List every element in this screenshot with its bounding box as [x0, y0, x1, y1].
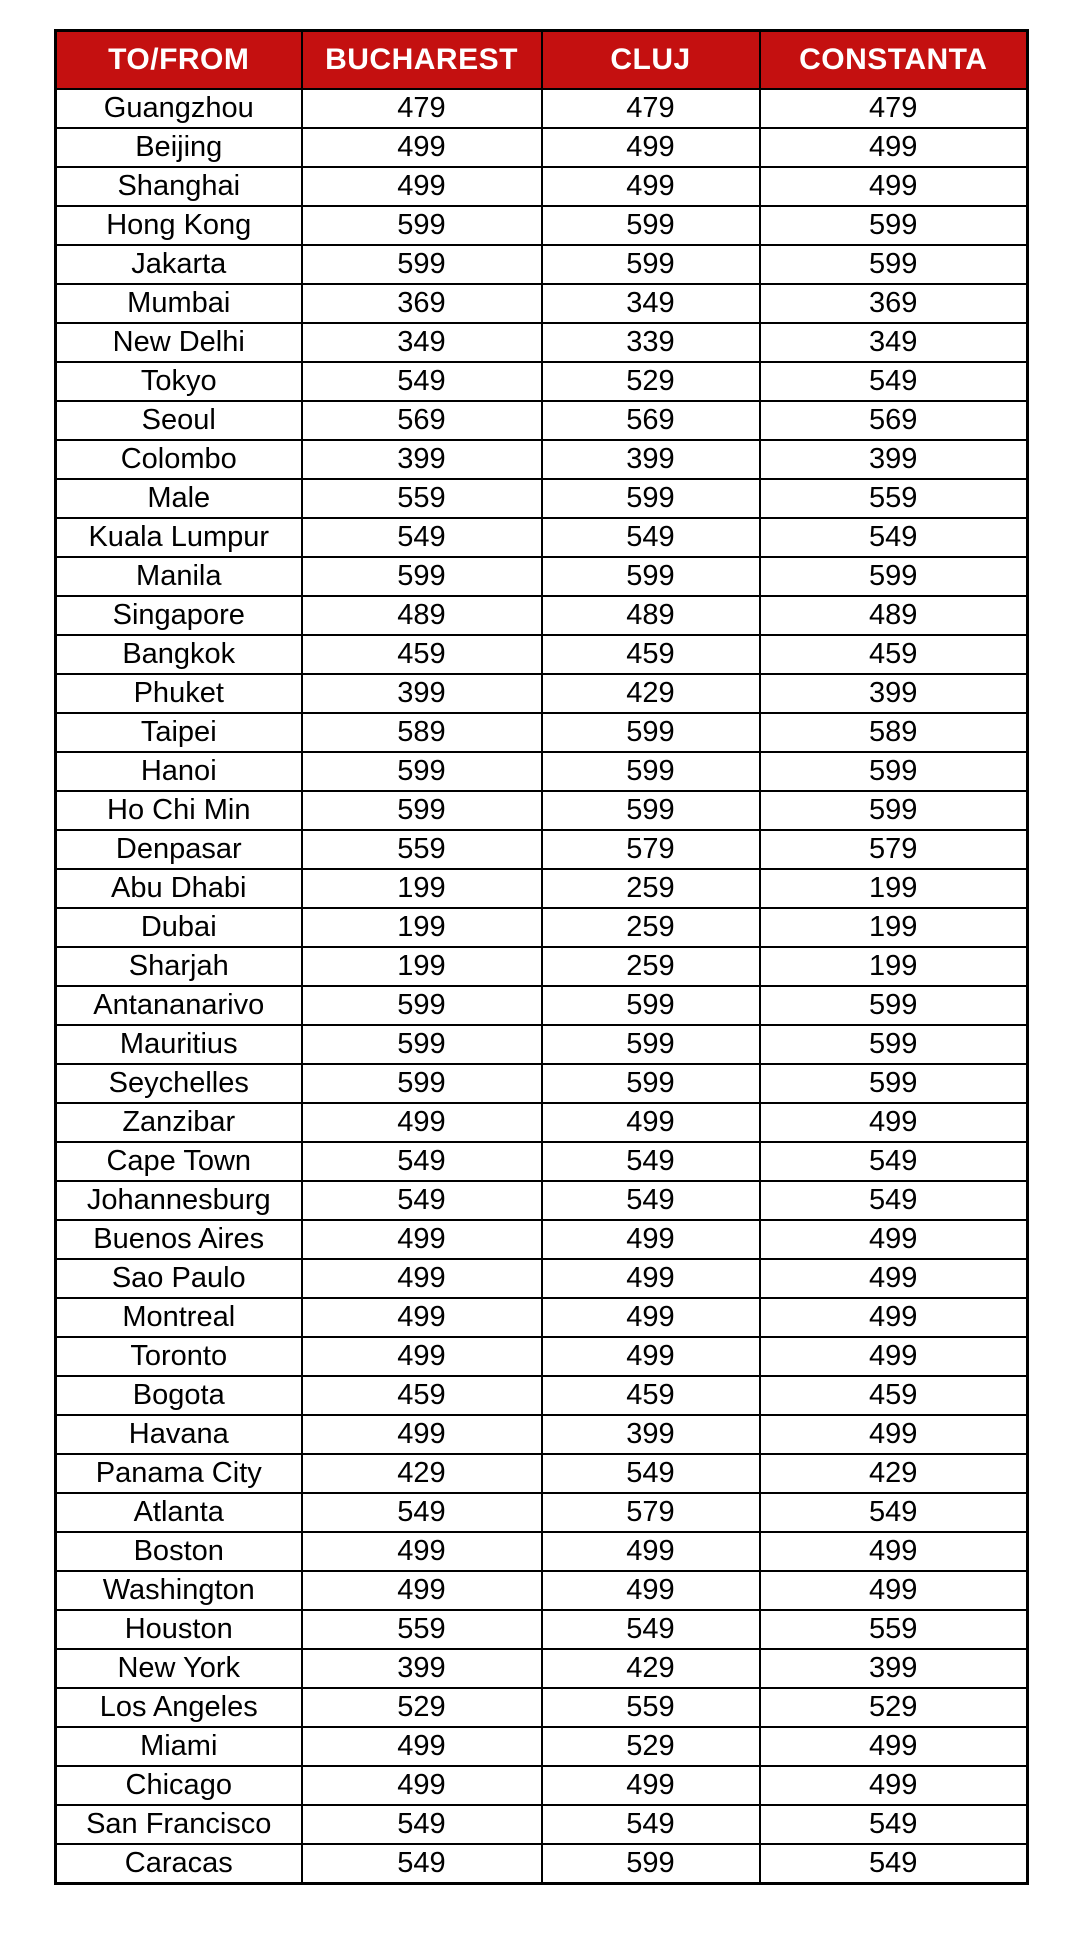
table-row [56, 1610, 1028, 1649]
price-cell-cluj: 559 [542, 1688, 760, 1727]
city-cell: Denpasar [56, 830, 302, 869]
table-row [56, 1844, 1028, 1884]
price-cell-cluj: 599 [542, 206, 760, 245]
price-cell-bucharest: 549 [302, 1844, 542, 1884]
price-cell-cluj: 599 [542, 1844, 760, 1884]
table-row [56, 1337, 1028, 1376]
price-cell-cluj: 259 [542, 869, 760, 908]
city-cell: Jakarta [56, 245, 302, 284]
price-cell-constanta: 569 [760, 401, 1028, 440]
price-cell-bucharest: 599 [302, 752, 542, 791]
city-cell: Abu Dhabi [56, 869, 302, 908]
city-cell: Manila [56, 557, 302, 596]
table-row [56, 128, 1028, 167]
price-cell-bucharest: 549 [302, 1181, 542, 1220]
price-cell-cluj: 259 [542, 947, 760, 986]
price-cell-constanta: 599 [760, 791, 1028, 830]
price-cell-bucharest: 599 [302, 986, 542, 1025]
price-cell-cluj: 579 [542, 1493, 760, 1532]
price-cell-constanta: 499 [760, 1727, 1028, 1766]
price-cell-bucharest: 589 [302, 713, 542, 752]
price-cell-cluj: 579 [542, 830, 760, 869]
city-cell: Chicago [56, 1766, 302, 1805]
price-cell-cluj: 489 [542, 596, 760, 635]
price-cell-constanta: 429 [760, 1454, 1028, 1493]
price-cell-constanta: 349 [760, 323, 1028, 362]
city-cell: Zanzibar [56, 1103, 302, 1142]
price-cell-cluj: 259 [542, 908, 760, 947]
price-cell-cluj: 599 [542, 245, 760, 284]
table-row [56, 674, 1028, 713]
city-cell: Taipei [56, 713, 302, 752]
table-row [56, 284, 1028, 323]
price-cell-constanta: 479 [760, 89, 1028, 128]
price-cell-bucharest: 549 [302, 1493, 542, 1532]
price-cell-bucharest: 549 [302, 1142, 542, 1181]
city-cell: Hanoi [56, 752, 302, 791]
table-row [56, 1454, 1028, 1493]
city-cell: Montreal [56, 1298, 302, 1337]
price-cell-bucharest: 559 [302, 830, 542, 869]
price-cell-cluj: 499 [542, 167, 760, 206]
price-cell-constanta: 579 [760, 830, 1028, 869]
price-cell-bucharest: 399 [302, 1649, 542, 1688]
price-cell-cluj: 599 [542, 1025, 760, 1064]
price-cell-constanta: 599 [760, 986, 1028, 1025]
header-cell-constanta: CONSTANTA [760, 31, 1028, 90]
price-cell-constanta: 589 [760, 713, 1028, 752]
table-row [56, 1766, 1028, 1805]
price-cell-constanta: 599 [760, 206, 1028, 245]
city-cell: Phuket [56, 674, 302, 713]
price-cell-bucharest: 499 [302, 1259, 542, 1298]
price-cell-bucharest: 499 [302, 1220, 542, 1259]
price-cell-bucharest: 599 [302, 206, 542, 245]
price-cell-constanta: 199 [760, 947, 1028, 986]
price-cell-cluj: 549 [542, 1610, 760, 1649]
header-cell-cluj: CLUJ [542, 31, 760, 90]
price-cell-bucharest: 549 [302, 362, 542, 401]
price-cell-bucharest: 599 [302, 791, 542, 830]
city-cell: New Delhi [56, 323, 302, 362]
table-row [56, 1805, 1028, 1844]
header-row [56, 31, 1028, 90]
city-cell: Mauritius [56, 1025, 302, 1064]
price-cell-bucharest: 349 [302, 323, 542, 362]
price-cell-constanta: 399 [760, 1649, 1028, 1688]
price-cell-constanta: 599 [760, 557, 1028, 596]
price-cell-cluj: 599 [542, 713, 760, 752]
table-row [56, 1025, 1028, 1064]
table-row [56, 1571, 1028, 1610]
table-row [56, 1415, 1028, 1454]
city-cell: Toronto [56, 1337, 302, 1376]
table-row [56, 947, 1028, 986]
city-cell: Houston [56, 1610, 302, 1649]
city-cell: Ho Chi Min [56, 791, 302, 830]
table-row [56, 1649, 1028, 1688]
table-row [56, 1532, 1028, 1571]
price-cell-cluj: 549 [542, 1181, 760, 1220]
price-cell-constanta: 599 [760, 752, 1028, 791]
table-row [56, 1220, 1028, 1259]
city-cell: Panama City [56, 1454, 302, 1493]
city-cell: Atlanta [56, 1493, 302, 1532]
price-cell-bucharest: 459 [302, 635, 542, 674]
city-cell: Sharjah [56, 947, 302, 986]
table-row [56, 869, 1028, 908]
price-cell-bucharest: 399 [302, 440, 542, 479]
city-cell: Los Angeles [56, 1688, 302, 1727]
table-row [56, 1181, 1028, 1220]
price-cell-bucharest: 499 [302, 1571, 542, 1610]
city-cell: Mumbai [56, 284, 302, 323]
table-row [56, 167, 1028, 206]
price-cell-cluj: 549 [542, 1805, 760, 1844]
header-cell-bucharest: BUCHAREST [302, 31, 542, 90]
table-row [56, 557, 1028, 596]
table-row [56, 830, 1028, 869]
city-cell: Havana [56, 1415, 302, 1454]
price-cell-constanta: 459 [760, 635, 1028, 674]
city-cell: Tokyo [56, 362, 302, 401]
table-row [56, 635, 1028, 674]
price-cell-bucharest: 529 [302, 1688, 542, 1727]
price-cell-bucharest: 599 [302, 1064, 542, 1103]
city-cell: San Francisco [56, 1805, 302, 1844]
price-cell-cluj: 499 [542, 1337, 760, 1376]
price-cell-cluj: 599 [542, 986, 760, 1025]
price-cell-constanta: 499 [760, 1766, 1028, 1805]
price-cell-constanta: 199 [760, 908, 1028, 947]
fare-table-body [56, 89, 1028, 1884]
price-cell-cluj: 549 [542, 1454, 760, 1493]
table-row [56, 1688, 1028, 1727]
table-row [56, 1142, 1028, 1181]
price-cell-constanta: 499 [760, 1571, 1028, 1610]
table-row [56, 1727, 1028, 1766]
price-cell-bucharest: 429 [302, 1454, 542, 1493]
price-cell-constanta: 199 [760, 869, 1028, 908]
table-row [56, 1103, 1028, 1142]
price-cell-cluj: 429 [542, 1649, 760, 1688]
city-cell: Bangkok [56, 635, 302, 674]
price-cell-bucharest: 569 [302, 401, 542, 440]
price-cell-bucharest: 559 [302, 479, 542, 518]
price-cell-cluj: 459 [542, 1376, 760, 1415]
price-cell-bucharest: 199 [302, 869, 542, 908]
city-cell: New York [56, 1649, 302, 1688]
price-cell-cluj: 399 [542, 440, 760, 479]
table-row [56, 1298, 1028, 1337]
table-row [56, 323, 1028, 362]
price-cell-constanta: 499 [760, 1220, 1028, 1259]
price-cell-bucharest: 499 [302, 1766, 542, 1805]
city-cell: Beijing [56, 128, 302, 167]
price-cell-constanta: 399 [760, 440, 1028, 479]
price-cell-constanta: 549 [760, 518, 1028, 557]
table-row [56, 401, 1028, 440]
city-cell: Kuala Lumpur [56, 518, 302, 557]
table-row [56, 362, 1028, 401]
price-cell-constanta: 549 [760, 1493, 1028, 1532]
city-cell: Caracas [56, 1844, 302, 1884]
price-cell-bucharest: 499 [302, 1103, 542, 1142]
header-cell-to-from: TO/FROM [56, 31, 302, 90]
price-cell-cluj: 529 [542, 362, 760, 401]
city-cell: Hong Kong [56, 206, 302, 245]
city-cell: Johannesburg [56, 1181, 302, 1220]
price-cell-bucharest: 599 [302, 1025, 542, 1064]
price-cell-cluj: 399 [542, 1415, 760, 1454]
price-cell-constanta: 529 [760, 1688, 1028, 1727]
price-cell-constanta: 499 [760, 1259, 1028, 1298]
price-cell-constanta: 499 [760, 167, 1028, 206]
price-cell-bucharest: 499 [302, 167, 542, 206]
price-cell-cluj: 569 [542, 401, 760, 440]
price-cell-constanta: 499 [760, 1103, 1028, 1142]
price-cell-bucharest: 549 [302, 518, 542, 557]
price-cell-bucharest: 369 [302, 284, 542, 323]
price-cell-cluj: 499 [542, 1259, 760, 1298]
price-cell-cluj: 499 [542, 128, 760, 167]
table-row [56, 206, 1028, 245]
price-cell-constanta: 599 [760, 1064, 1028, 1103]
fare-table-header [56, 31, 1028, 90]
price-cell-bucharest: 199 [302, 908, 542, 947]
fare-table [54, 29, 1029, 1885]
table-row [56, 518, 1028, 557]
price-cell-constanta: 369 [760, 284, 1028, 323]
table-row [56, 713, 1028, 752]
table-row [56, 245, 1028, 284]
price-cell-cluj: 479 [542, 89, 760, 128]
price-cell-cluj: 339 [542, 323, 760, 362]
price-cell-constanta: 559 [760, 1610, 1028, 1649]
city-cell: Seychelles [56, 1064, 302, 1103]
table-row [56, 1064, 1028, 1103]
price-cell-cluj: 499 [542, 1298, 760, 1337]
price-cell-cluj: 599 [542, 791, 760, 830]
price-cell-cluj: 499 [542, 1532, 760, 1571]
city-cell: Boston [56, 1532, 302, 1571]
price-cell-cluj: 459 [542, 635, 760, 674]
table-row [56, 986, 1028, 1025]
price-cell-constanta: 599 [760, 1025, 1028, 1064]
price-cell-constanta: 549 [760, 1142, 1028, 1181]
price-cell-constanta: 549 [760, 1805, 1028, 1844]
price-cell-constanta: 599 [760, 245, 1028, 284]
price-cell-constanta: 499 [760, 1337, 1028, 1376]
price-cell-constanta: 459 [760, 1376, 1028, 1415]
table-row [56, 752, 1028, 791]
price-cell-cluj: 499 [542, 1220, 760, 1259]
price-cell-cluj: 549 [542, 1142, 760, 1181]
city-cell: Shanghai [56, 167, 302, 206]
city-cell: Antananarivo [56, 986, 302, 1025]
price-cell-bucharest: 599 [302, 245, 542, 284]
city-cell: Miami [56, 1727, 302, 1766]
city-cell: Cape Town [56, 1142, 302, 1181]
table-row [56, 1376, 1028, 1415]
price-cell-constanta: 499 [760, 128, 1028, 167]
price-cell-constanta: 499 [760, 1532, 1028, 1571]
city-cell: Bogota [56, 1376, 302, 1415]
price-cell-bucharest: 559 [302, 1610, 542, 1649]
table-row [56, 908, 1028, 947]
city-cell: Colombo [56, 440, 302, 479]
table-row [56, 479, 1028, 518]
price-cell-cluj: 499 [542, 1103, 760, 1142]
price-cell-cluj: 499 [542, 1766, 760, 1805]
price-cell-bucharest: 199 [302, 947, 542, 986]
price-cell-bucharest: 599 [302, 557, 542, 596]
city-cell: Sao Paulo [56, 1259, 302, 1298]
price-cell-bucharest: 499 [302, 1415, 542, 1454]
price-cell-constanta: 549 [760, 362, 1028, 401]
price-cell-cluj: 599 [542, 1064, 760, 1103]
price-cell-cluj: 599 [542, 752, 760, 791]
price-cell-cluj: 499 [542, 1571, 760, 1610]
city-cell: Seoul [56, 401, 302, 440]
table-row [56, 791, 1028, 830]
price-cell-bucharest: 489 [302, 596, 542, 635]
table-row [56, 440, 1028, 479]
city-cell: Buenos Aires [56, 1220, 302, 1259]
price-cell-constanta: 559 [760, 479, 1028, 518]
price-cell-cluj: 349 [542, 284, 760, 323]
table-row [56, 89, 1028, 128]
price-cell-cluj: 599 [542, 479, 760, 518]
price-cell-bucharest: 399 [302, 674, 542, 713]
price-cell-cluj: 599 [542, 557, 760, 596]
price-cell-bucharest: 499 [302, 1727, 542, 1766]
price-cell-constanta: 499 [760, 1298, 1028, 1337]
price-cell-cluj: 429 [542, 674, 760, 713]
price-cell-constanta: 399 [760, 674, 1028, 713]
city-cell: Singapore [56, 596, 302, 635]
price-cell-constanta: 489 [760, 596, 1028, 635]
table-row [56, 596, 1028, 635]
price-cell-bucharest: 479 [302, 89, 542, 128]
table-row [56, 1493, 1028, 1532]
price-cell-constanta: 499 [760, 1415, 1028, 1454]
table-row [56, 1259, 1028, 1298]
price-cell-bucharest: 499 [302, 1298, 542, 1337]
price-cell-constanta: 549 [760, 1181, 1028, 1220]
city-cell: Dubai [56, 908, 302, 947]
price-cell-constanta: 549 [760, 1844, 1028, 1884]
price-cell-cluj: 549 [542, 518, 760, 557]
price-cell-bucharest: 549 [302, 1805, 542, 1844]
price-cell-cluj: 529 [542, 1727, 760, 1766]
city-cell: Washington [56, 1571, 302, 1610]
price-cell-bucharest: 499 [302, 1337, 542, 1376]
price-cell-bucharest: 499 [302, 128, 542, 167]
price-cell-bucharest: 499 [302, 1532, 542, 1571]
city-cell: Male [56, 479, 302, 518]
price-cell-bucharest: 459 [302, 1376, 542, 1415]
city-cell: Guangzhou [56, 89, 302, 128]
